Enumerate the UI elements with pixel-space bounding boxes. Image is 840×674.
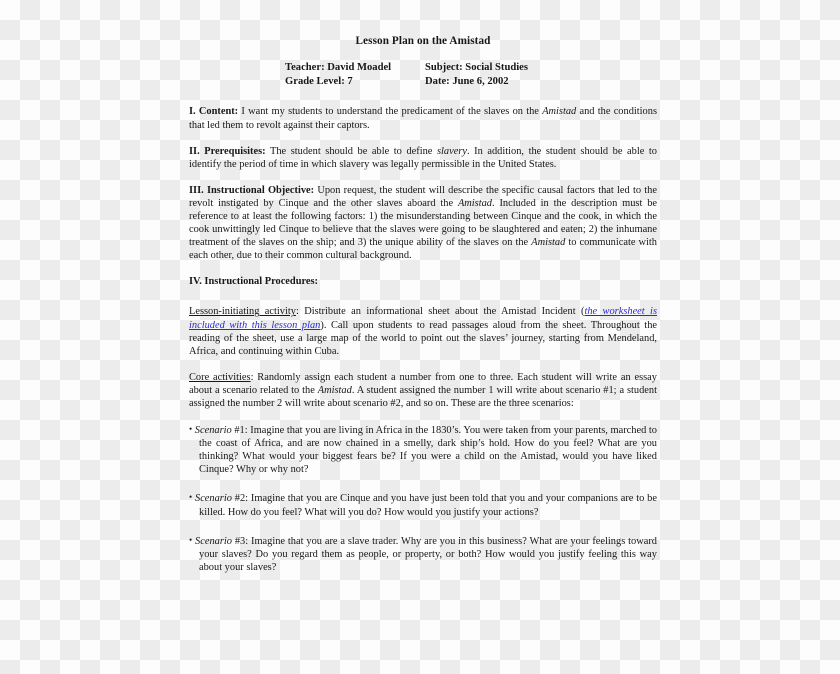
- document-body: [189, 34, 657, 589]
- meta-date: Date: June 6, 2002: [425, 76, 509, 88]
- section-objective: [189, 184, 657, 263]
- scenario-3-label: Scenario: [195, 535, 232, 547]
- meta-row-grade: [189, 75, 657, 89]
- section-objective-text-2: . Included in the description must be reference to at least the following factors: 1) the misunderstanding between Cinque and the cook, in which the cook unwittingly led Cinque to believe that the slaves were going to be slaughtered and eaten; 2) the inhumane treatment of the slaves on the ship; and 3) the unique ability of the slaves on the: [189, 197, 657, 249]
- core-activities-text-2: . A student assigned the number 1 will write about scenario #1; a student assigned the number 2 will write about scenario #2, and so on. These are the three scenarios:: [189, 384, 657, 409]
- scenario-2-label: Scenario: [195, 493, 232, 505]
- lesson-initiating-text-2: ). Call upon students to read passages aloud from the sheet. Throughout the reading of the sheet, use a large map of the world to point out the slaves’ journey, starting from Mendeland, Africa, and continuing within Cuba.: [189, 319, 658, 357]
- list-item: [189, 423, 657, 476]
- section-objective-italic-1: Amistad: [457, 197, 492, 209]
- core-activities-text-1: : Randomly assign each student a number from one to three. Each student will write an essay about a scenario related to the: [189, 371, 657, 396]
- core-activities-label: Core activities: [189, 371, 251, 383]
- section-procedures-heading: IV. Instructional Procedures:: [189, 276, 319, 288]
- lesson-initiating-text-1: : Distribute an informational sheet about the Amistad Incident (: [295, 306, 585, 318]
- section-prerequisites-text-1: The student should be able to define: [265, 145, 437, 157]
- list-item: [189, 534, 657, 574]
- meta-row-teacher: [189, 61, 657, 75]
- section-content: [189, 105, 657, 131]
- section-prerequisites-italic-1: slavery: [436, 145, 467, 157]
- meta-teacher: Teacher: David Moadel: [285, 62, 392, 73]
- lesson-initiating-label: Lesson-initiating activity: [189, 306, 296, 318]
- section-objective-italic-2: Amistad: [531, 237, 566, 249]
- scenario-1-label: Scenario: [194, 425, 232, 437]
- bullet-icon: •: [189, 492, 193, 503]
- page-title: Lesson Plan on the Amistad: [355, 35, 491, 47]
- meta-grade-level: Grade Level: 7: [285, 76, 353, 88]
- scenario-3-number: #3:: [231, 535, 249, 547]
- scenario-2-number: #2:: [231, 493, 249, 505]
- meta-subject: Subject: Social Studies: [425, 62, 529, 73]
- scenario-3-text: Imagine that you are a slave trader. Why are you in this business? What are your feelings toward your slaves? Do you regard them as people, or property, or both? How would you justify feeling this way about your slaves?: [199, 535, 657, 573]
- section-content-text-1: I want my students to understand the predicament of the slaves on the: [238, 106, 543, 118]
- section-prerequisites-text-2: . In addition, the student should be able to identify the period of time in which slavery was legally permissible in the United States.: [189, 145, 657, 170]
- list-item: [189, 491, 657, 518]
- section-content-text-2: and the conditions that led them to revolt against their captors.: [189, 106, 657, 131]
- scenario-1-text: Imagine that you are living in Africa in the 1830’s. You were taken from your parents, marched to the coast of Africa, and are now chained in a smelly, dark ship’s hold. How do you feel? What are you thinking? What would your biggest fears be? If you were a child on the Amistad, would you have liked Cinque? Why or why not?: [199, 425, 657, 476]
- worksheet-link[interactable]: the worksheet is included with this lesson plan: [189, 306, 657, 331]
- section-content-italic-1: Amistad: [542, 106, 577, 118]
- section-objective-label: III. Instructional Objective:: [189, 184, 315, 196]
- scenario-2-text: Imagine that you are Cinque and you have just been told that you and your companions are to be killed. How do you feel? What will you do? How would you justify your actions?: [199, 493, 657, 518]
- section-content-label: I. Content:: [189, 106, 239, 118]
- core-activities-italic-1: Amistad: [317, 384, 352, 396]
- document-meta: [189, 61, 657, 89]
- section-objective-text-3: to communicate with each other, due to their common cultural background.: [189, 237, 657, 262]
- bullet-icon: •: [189, 424, 193, 435]
- section-prerequisites: [189, 145, 657, 171]
- core-activities: [189, 371, 657, 410]
- section-objective-text-1: Upon request, the student will describe the specific causal factors that led to the revolt instigated by Cinque and the other slaves aboard the: [189, 184, 657, 209]
- scenario-1-number: #1:: [231, 425, 248, 437]
- bullet-icon: •: [189, 534, 193, 545]
- lesson-initiating-activity: [189, 305, 657, 357]
- section-prerequisites-label: II. Prerequisites:: [189, 145, 266, 157]
